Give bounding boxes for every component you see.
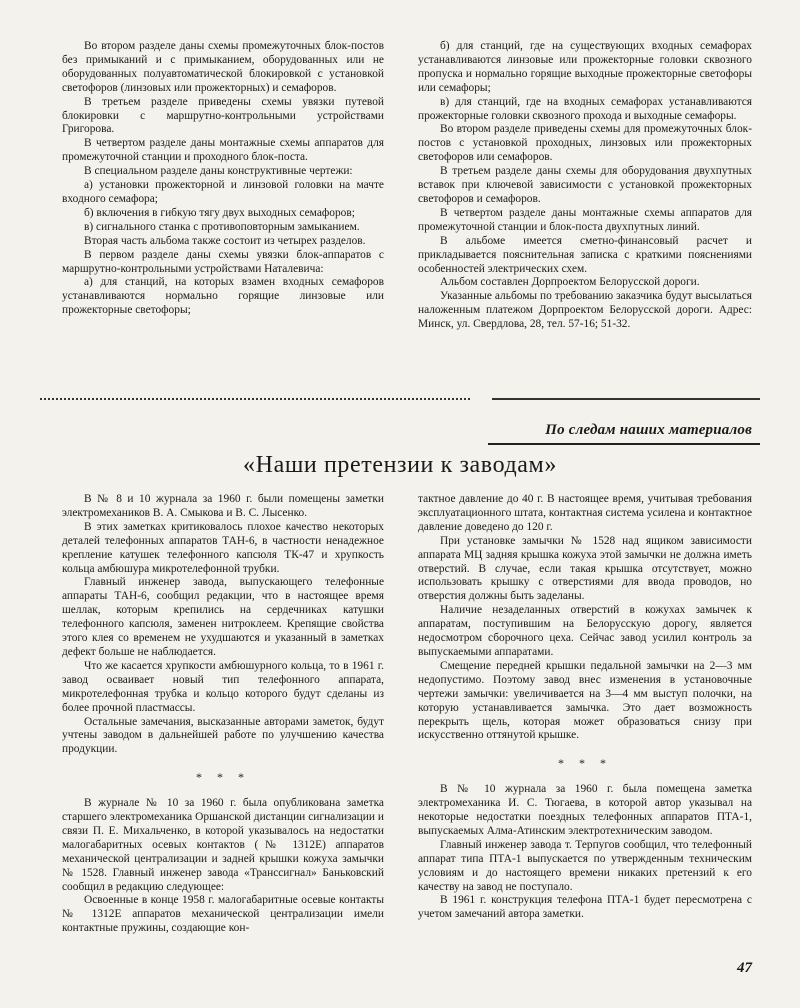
paragraph: В № 10 журнала за 1960 г. была помещена заметка электромеханика И. С. Тюгаева, в которой автор указывал на некоторые недостатки поездных телефонных аппаратов ПТА-1, выпускаемых Алма-Атинским электротехническим заводом. — [418, 783, 752, 837]
article-left-column — [62, 493, 384, 936]
article-right-part-a — [418, 493, 752, 743]
article-left-part-a — [62, 493, 384, 757]
paragraph: Освоенные в конце 1958 г. малогабаритные осевые контакты № 1312Е аппаратов механической централизации имели контактные пружины, создающие кон- — [62, 894, 384, 935]
article-right-part-b — [418, 783, 752, 922]
top-right-column — [418, 40, 752, 332]
article-title: «Наши претензии к заводам» — [243, 452, 557, 478]
paragraph: в) для станций, где на входных семафорах устанавливаются прожекторные головки сквозного прохода и выходные семафоры. — [418, 95, 752, 122]
paragraph: В первом разделе даны схемы увязки блок-аппаратов с маршрутно-контрольными устройствами Наталевича: — [62, 248, 384, 275]
paragraph: В третьем разделе даны схемы для оборудования двухпутных вставок при ключевой зависимости с установкой прожекторных светофоров и семафоров. — [418, 165, 752, 205]
paragraph: В журнале № 10 за 1960 г. была опубликована заметка старшего электромеханика Оршанской дистанции сигнализации и связи П. Е. Михальченко, в которой указывалось на недостатки малогабаритных осевых контактов (№ 1312Е) аппаратов механической централизации и задней крышки кожуха замычки № 1528. Главный инженер завода «Транссигнал» Баньковский сообщил в редакцию следующее: — [62, 797, 384, 893]
paragraph: Вторая часть альбома также состоит из четырех разделов. — [84, 234, 366, 247]
paragraph: а) для станций, на которых взамен входных семафоров устанавливаются нормально горящие линзовые или прожекторные светофоры; — [62, 276, 384, 317]
page-number: 47 — [737, 960, 752, 976]
paragraph: Главный инженер завода, выпускающего телефонные аппараты ТАН-6, сообщил редакции, что в настоящее время шеллак, которым крепились на сердечниках катушки телефонного капсюля, заменен нитроклеем. Крепящие свойства этого клея со временем не ухудшаются и указанный в заметках дефект больше не наблюдается. — [62, 576, 384, 658]
paragraph: В четвертом разделе даны монтажные схемы аппаратов для промежуточной станции и проходного блок-поста. — [62, 137, 384, 164]
top-left-column — [62, 40, 384, 318]
paragraph: Остальные замечания, высказанные авторами заметок, будут учтены заводом в дальнейшей работе по улучшению качества продукции. — [62, 715, 384, 756]
paragraph: Во втором разделе даны схемы промежуточных блок-постов без примыканий и с примыканием, оборудованных или не оборудованных полуавтоматической блокировкой с установкой светофоров (линзовых или прожекторных) и семафоров. — [62, 40, 384, 94]
paragraph: Наличие незаделанных отверстий в кожухах замычек к аппаратам, поступившим на Белорусскую дорогу, является недосмотром сборочного цеха. Сейчас завод усилил контроль за выпускаемыми аппаратами. — [418, 604, 752, 658]
section-divider-dotted — [40, 398, 470, 400]
paragraph: Главный инженер завода т. Терпугов сообщил, что телефонный аппарат типа ПТА-1 выпускается по утвержденным техническим условиям и до настоящего времени никаких претензий к его качеству на завод не поступало. — [418, 838, 752, 893]
paragraph: В альбоме имеется сметно-финансовый расчет и прикладывается пояснительная записка с краткими пояснениями особенностей электрических схем. — [418, 234, 752, 275]
paragraph: В специальном разделе даны конструктивные чертежи: — [84, 165, 353, 178]
paragraph: В этих заметках критиковалось плохое качество некоторых деталей телефонных аппаратов ТАН-6, в частности ненадежное крепление катушек телефонного капсюля ТК-47 и хрупкость кольца амбюшура микротелефонной трубки. — [62, 520, 384, 575]
paragraph: В третьем разделе приведены схемы увязки путевой блокировки с маршрутно-контрольными устройствами Григорова. — [62, 95, 384, 136]
section-stars: * * * — [558, 756, 612, 771]
paragraph: В четвертом разделе даны монтажные схемы аппаратов для промежуточной станции и блок-поста двухпутных линий. — [418, 206, 752, 233]
paragraph: в) сигнального станка с противоповторным замыканием. — [84, 220, 360, 233]
paragraph: Что же касается хрупкости амбюшурного кольца, то в 1961 г. завод осваивает новый тип телефонного аппарата, микротелефонная трубка и кольцо которого будут сделаны из более прочной пластмассы. — [62, 659, 384, 714]
paragraph: б) для станций, где на существующих входных семафорах устанавливаются линзовые или прожекторные головки сквозного пропуска и нормально горящие выходные прожекторные светофоры или семафоры; — [418, 40, 752, 94]
paragraph: Во втором разделе приведены схемы для промежуточных блок-постов с установкой проходных, линзовых или прожекторных светофоров или семафоров. — [418, 123, 752, 164]
section-rubric: По следам наших материалов — [545, 422, 752, 438]
article-right-column — [418, 493, 752, 922]
article-left-part-b — [62, 797, 384, 936]
paragraph: тактное давление до 40 г. В настоящее время, учитывая требования эксплуатационного штата, контактная система усилена и контактное давление доведено до 120 г. — [418, 493, 752, 533]
paragraph: б) включения в гибкую тягу двух выходных семафоров; — [84, 206, 355, 219]
paragraph: а) установки прожекторной и линзовой головки на мачте входного семафора; — [62, 179, 384, 205]
rubric-underline — [488, 443, 760, 445]
paragraph: В 1961 г. конструкция телефона ПТА-1 будет пересмотрена с учетом замечаний автора заметки. — [418, 894, 752, 921]
section-divider-solid — [492, 398, 760, 400]
paragraph: Смещение передней крышки педальной замычки на 2—3 мм недопустимо. Поэтому завод внес изменения в установочные чертежи замычки: увеличивается на 3—4 мм выступ полочки, на которую устанавливается замычка. Это дает возможность перекрыть щель, которая может образоваться снизу при искусственно оттянутой крышке. — [418, 659, 752, 742]
paragraph: Альбом составлен Дорпроектом Белорусской дороги. — [440, 276, 700, 289]
section-stars: * * * — [196, 770, 250, 785]
paragraph: В № 8 и 10 журнала за 1960 г. были помещены заметки электромехаников В. А. Смыкова и В. С. Лысенко. — [62, 493, 384, 519]
paragraph: При установке замычки № 1528 над ящиком зависимости аппарата МЦ задняя крышка кожуха этой замычки не должна иметь отверстий. В случае, если такая крышка отсутствует, можно использовать крышку с отверстиями для ввода проводов, но отверстия должны быть заделаны. — [418, 534, 752, 603]
paragraph: Указанные альбомы по требованию заказчика будут высылаться наложенным платежом Дорпроектом Белорусской дороги. Адрес: Минск, ул. Свердлова, 28, тел. 57-16; 51-32. — [418, 290, 752, 331]
